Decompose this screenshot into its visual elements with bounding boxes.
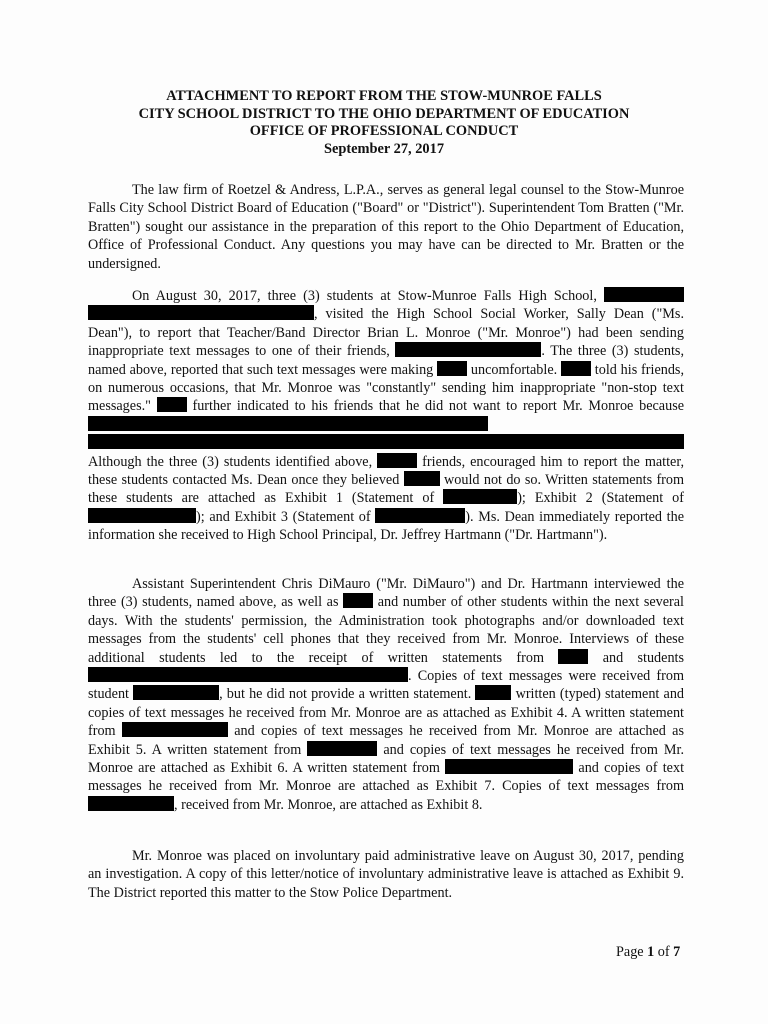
intro-text: The law firm of Roetzel & Andress, L.P.A., serves as general legal counsel to the Stow-Munroe Falls City School District Board of Education ("Board" or "District"). Superintendent Tom Bratten ("Mr. Bratten") sought our assistance in the preparation of this report to the Ohio Department of Education, Office of Professional Conduct. Any questions you may have can be directed to Mr. Bratten or the undersigned. (88, 182, 684, 272)
page-total: 7 (673, 944, 681, 960)
header-line-2: CITY SCHOOL DISTRICT TO THE OHIO DEPARTMENT OF EDUCATION (138, 105, 630, 122)
redaction-block (88, 667, 408, 682)
paragraph-leave (88, 847, 684, 902)
redaction-block (307, 741, 377, 756)
incident-text-4: uncomfortable. (470, 361, 558, 378)
redaction-block (437, 361, 467, 376)
redaction-block (157, 397, 187, 412)
investigation-text-4: . Copies of text messages were received from student (88, 668, 684, 703)
redaction-block (475, 685, 511, 700)
redaction-block (377, 453, 417, 468)
page-current: 1 (647, 944, 655, 960)
redaction-block (88, 416, 488, 431)
page-label: Page (616, 944, 644, 960)
investigation-text-1: Assistant Superintendent Chris DiMauro ("Mr. DiMauro") and Dr. Hartmann interviewed the three (3) students, named above, as well as (88, 576, 684, 611)
incident-text-3: . The three (3) students, named above, reported that such text messages were making (88, 343, 684, 378)
page-of-label: of (657, 944, 670, 960)
redaction-block (395, 342, 541, 357)
header-date: September 27, 2017 (323, 140, 445, 157)
redaction-block (445, 759, 573, 774)
redaction-block (343, 593, 373, 608)
incident-text-10: ); Exhibit 2 (Statement of (517, 490, 684, 507)
incident-text-8: friends, encouraged him to report the matter, these students contacted Ms. Dean once they believed (88, 453, 685, 489)
header-line-3: OFFICE OF PROFESSIONAL CONDUCT (249, 123, 519, 140)
leave-text: Mr. Monroe was placed on involuntary paid administrative leave on August 30, 2017, pending an investigation. A copy of this letter/notice of involuntary administrative leave is attached as Exhibit 9. The District reported this matter to the Stow Police Department. (88, 848, 684, 901)
redaction-block (375, 508, 465, 523)
incident-text-9: would not do so. Written statements from these students are attached as Exhibit 1 (Statement of (88, 472, 685, 507)
redaction-block (443, 489, 517, 504)
paragraph-intro (88, 181, 684, 273)
investigation-text-2: and number of other students within the next several days. With the students' permission, the Administration took photographs and/or downloaded text messages from the students' cell phones that they received from Mr. Monroe. Interviews of these additional students led to the receipt of written statements from (88, 594, 684, 666)
paragraph-incident (88, 287, 684, 545)
investigation-text-10: , received from Mr. Monroe, are attached as Exhibit 8. (174, 796, 483, 813)
redaction-block (604, 287, 684, 302)
incident-text-11: ); and Exhibit 3 (Statement of (196, 508, 371, 525)
document-header (0, 88, 768, 158)
investigation-text-9: and copies of text messages he received from Mr. Monroe are attached as Exhibit 7. Copies of text messages from (88, 760, 685, 795)
redaction-block (561, 361, 591, 376)
investigation-text-8: and copies of text messages he received from Mr. Monroe are attached as Exhibit 6. A written statement from (88, 741, 684, 777)
investigation-text-5: , but he did not provide a written statement. (219, 686, 472, 703)
header-line-1: ATTACHMENT TO REPORT FROM THE STOW-MUNROE FALLS (166, 88, 602, 104)
investigation-text-6: written (typed) statement and copies of text messages he received from Mr. Monroe are as attached as Exhibit 4. A written statement from (88, 686, 685, 740)
page-number (616, 944, 680, 961)
paragraph-investigation (88, 575, 684, 814)
investigation-text-3: and students (602, 649, 685, 666)
incident-text-7: Although the three (3) students identified above, (88, 453, 373, 470)
investigation-text-7: and copies of text messages he received from Mr. Monroe are attached as Exhibit 5. A written statement from (88, 723, 684, 758)
redaction-block (122, 722, 228, 737)
incident-text-12: ). Ms. Dean immediately reported the information she received to High School Principal, Dr. Jeffrey Hartmann ("Dr. Hartmann"). (88, 508, 685, 544)
incident-text-6: further indicated to his friends that he did not want to report Mr. Monroe because (192, 398, 685, 415)
redaction-block (133, 685, 219, 700)
redaction-block (88, 305, 314, 320)
redaction-block (88, 434, 684, 449)
redaction-block (88, 508, 196, 523)
redaction-block (88, 796, 174, 811)
redaction-block (404, 471, 440, 486)
incident-text-1: On August 30, 2017, three (3) students at Stow-Munroe Falls High School, (132, 288, 597, 304)
incident-text-2: , visited the High School Social Worker, Sally Dean ("Ms. Dean"), to report that Teacher/Band Director Brian L. Monroe ("Mr. Monroe") had been sending inappropriate text messages to one of their friends, (88, 306, 684, 360)
redaction-block (558, 649, 588, 664)
incident-text-5: told his friends, on numerous occasions, that Mr. Monroe was "constantly" sending him inappropriate "non-stop text messages." (88, 361, 684, 415)
